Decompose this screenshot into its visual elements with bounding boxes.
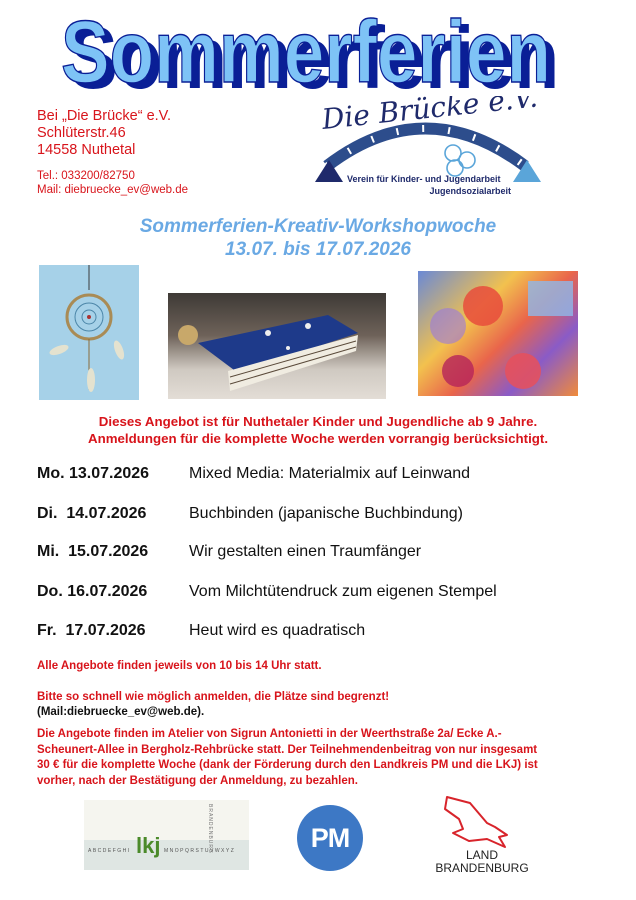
dreamcatcher-photo	[39, 265, 139, 400]
notice-line-2: Anmeldungen für die komplette Woche werden vorrangig berücksichtigt.	[87, 431, 549, 446]
brandenburg-line-2: BRANDENBURG	[435, 861, 529, 875]
info-register-mail[interactable]: (Mail:diebruecke_ev@web.de).	[37, 706, 205, 718]
contact-phone: Tel.: 033200/82750	[37, 170, 135, 182]
address-line-org: Bei „Die Brücke“ e.V.	[37, 108, 172, 124]
page-title	[50, 4, 570, 100]
schedule-day: Mo. 13.07.2026	[37, 465, 150, 482]
title-shadow: Sommerferien	[69, 8, 559, 100]
lkj-text: lkj	[136, 833, 161, 858]
schedule-row	[37, 543, 597, 565]
smiley-faces-icon	[445, 145, 475, 176]
schedule-row	[37, 505, 597, 527]
schedule-title: Vom Milchtütendruck zum eigenen Stempel	[189, 583, 497, 600]
schedule-title: Buchbinden (japanische Buchbindung)	[189, 505, 463, 522]
info-location-line: Die Angebote finden im Atelier von Sigrun Antonietti in der Weerthstraße 2a/ Ecke A.-	[37, 728, 502, 740]
lkj-alphabet-left: ABCDEFGHI	[88, 848, 131, 854]
schedule-day: Fr. 17.07.2026	[37, 622, 146, 639]
schedule-title: Mixed Media: Materialmix auf Leinwand	[189, 465, 471, 482]
lkj-vertical-text: BRANDENBURG	[207, 804, 213, 854]
info-location-line: 30 € für die komplette Woche (dank der Förderung durch den Landkreis PM und die LKJ) ist	[37, 759, 538, 771]
contact-block	[37, 169, 188, 197]
subtitle-title: Sommerferien-Kreativ-Workshopwoche	[139, 216, 497, 237]
die-bruecke-logo	[305, 96, 545, 204]
collage-photo	[418, 271, 578, 396]
book-photo	[168, 293, 386, 399]
schedule-title: Wir gestalten einen Traumfänger	[189, 543, 422, 560]
schedule-row	[37, 583, 597, 605]
brandenburg-line-1: LAND	[465, 848, 499, 862]
subtitle-dates: 13.07. bis 17.07.2026	[225, 239, 411, 260]
info-location	[37, 727, 607, 789]
logo-name: Die Brücke e.V.	[320, 96, 540, 136]
workshop-subtitle	[0, 215, 636, 261]
pm-logo: PM	[297, 805, 363, 871]
bridge-arch-icon	[327, 129, 525, 167]
schedule-day: Di. 14.07.2026	[37, 505, 147, 522]
info-location-line: vorher, nach der Bestätigung der Anmeldung, zu bezahlen.	[37, 774, 358, 787]
info-register: Bitte so schnell wie möglich anmelden, die Plätze sind begrenzt!	[37, 691, 390, 703]
info-location-line: Scheunert-Allee in Bergholz-Rehbrücke statt. Der Teilnehmendenbeitrag von nur insgesamt	[37, 743, 538, 756]
address-block	[37, 108, 171, 159]
address-line-city: 14558 Nuthetal	[37, 142, 136, 158]
contact-mail[interactable]: Mail: diebruecke_ev@web.de	[37, 184, 189, 196]
schedule-title: Heut wird es quadratisch	[189, 622, 366, 639]
eligibility-notice	[0, 413, 636, 447]
schedule-row	[37, 622, 597, 644]
schedule-row	[37, 465, 597, 487]
info-times: Alle Angebote finden jeweils von 10 bis 14 Uhr statt.	[37, 660, 322, 672]
schedule-day: Do. 16.07.2026	[37, 583, 148, 600]
land-brandenburg-logo	[425, 793, 540, 878]
notice-line-1: Dieses Angebot ist für Nuthetaler Kinder und Jugendliche ab 9 Jahre.	[98, 414, 538, 429]
logo-tagline-2: Jugendsozialarbeit	[429, 186, 511, 196]
schedule-day: Mi. 15.07.2026	[37, 543, 149, 560]
lkj-logo	[84, 800, 249, 870]
title-text: Sommerferien	[61, 4, 551, 100]
address-line-street: Schlüterstr.46	[37, 125, 126, 141]
logo-tagline-1: Verein für Kinder- und Jugendarbeit	[347, 174, 501, 184]
eagle-icon	[445, 797, 507, 847]
lkj-alphabet-right: MNOPQRSTUVWXYZ	[164, 848, 236, 854]
